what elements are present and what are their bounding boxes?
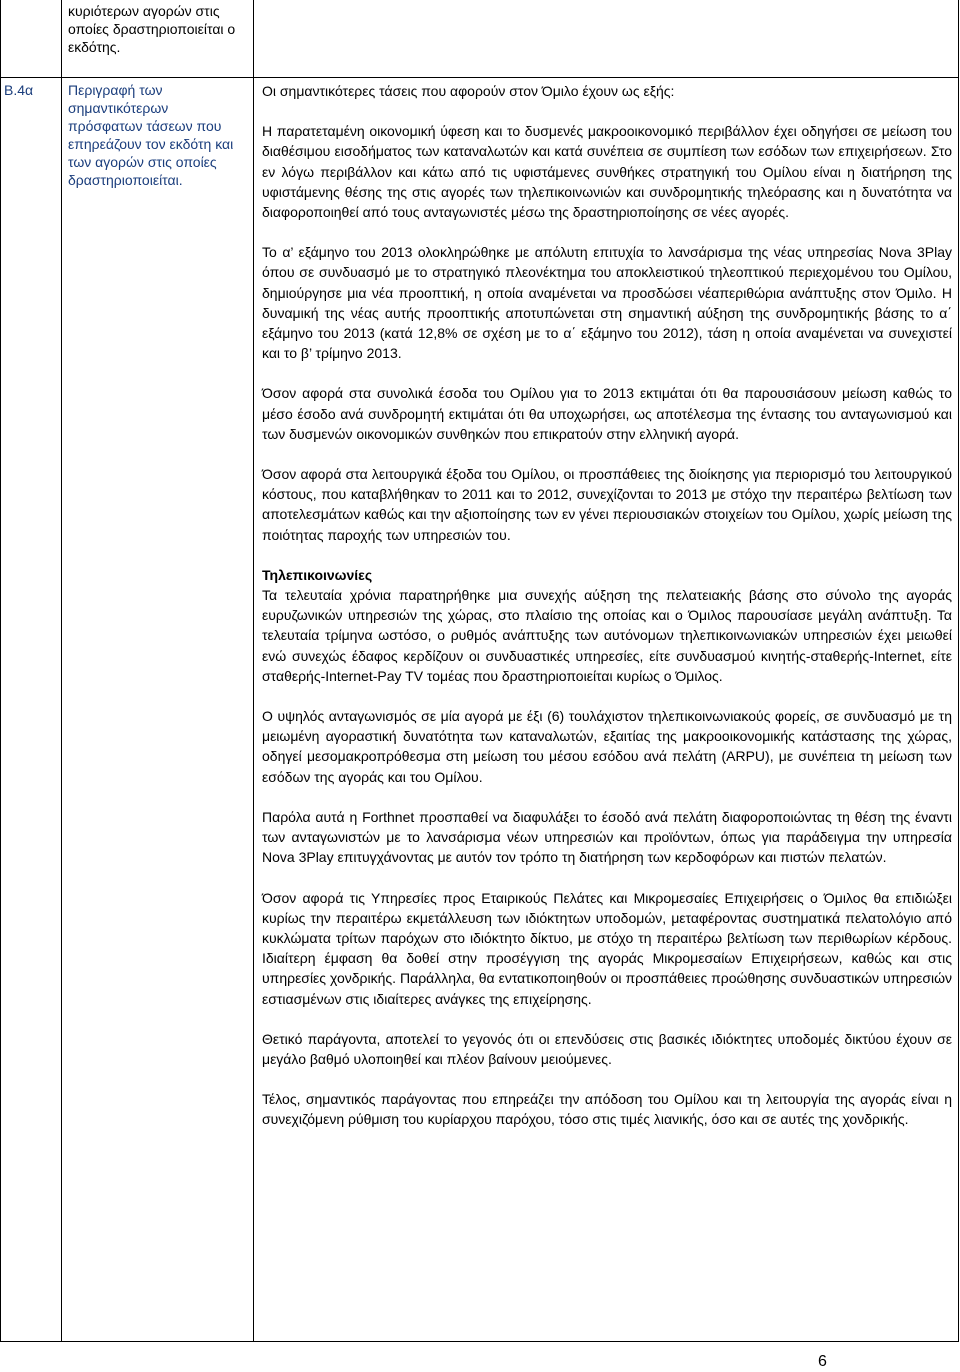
table-border-right <box>958 0 959 1342</box>
paragraph: Όσον αφορά στα λειτουργικά έξοδα του Ομίλου, οι προσπάθειες της διοίκησης για περιορισμό του λειτουργικού κόστους, που καταβλήθηκαν το 2011 και το 2012, συνεχίζονται το 2013 με στόχο την περαιτέρω βελτίωση των αποτελεσμάτων καθώς και την αξιοποίησης των εν γένει περιουσιακών στοιχείων του Ομίλου, χωρίς μείωση της ποιότητας παροχής των υπηρεσιών του. <box>262 466 952 543</box>
prev-row-description: κυριότερων αγορών στις οποίες δραστηριοποιείται ο εκδότης. <box>68 3 236 55</box>
table-divider-1 <box>61 0 62 1342</box>
paragraph: Όσον αφορά τις Υπηρεσίες προς Εταιρικούς Πελάτες και Μικρομεσαίες Επιχειρήσεις ο Όμιλος θα επιδιώξει κυρίως την περαιτέρω εκμετάλλευση των ιδιόκτητων υποδομών, μεταφέροντας συστηματικά πελατολόγιο από κυκλώματα τρίτων παρόχων στο ιδιόκτητο δίκτυο, με στόχο τη περαιτέρω βελτίωση των περιθωρίων κέρδους. Ιδιαίτερη έμφαση θα δοθεί στην προσέγγιση της αγοράς Μικρομεσαίων Επιχειρήσεων, καθώς και στις υπηρεσίες χονδρικής. Παράλληλα, θα εντατικοποιηθούν οι προσπάθειες προώθησης συνδυαστικών υπηρεσιών εστιασμένων στις ιδιαίτερες ανάγκες της επιχείρησης. <box>262 889 952 1007</box>
section-heading: Τηλεπικοινωνίες <box>262 566 373 583</box>
intro-text: Οι σημαντικότερες τάσεις που αφορούν στον Όμιλο έχουν ως εξής: <box>262 83 675 99</box>
row-separator <box>0 77 959 78</box>
paragraph: Η παρατεταμένη οικονομική ύφεση και το δυσμενές μακροοικονομικό περιβάλλον έχει οδηγήσει σε μείωση του διαθέσιμου εισοδήματος των καταναλωτών και κατά συνέπεια σε συμπίεση των εσόδων των επιχειρήσεων. Στο εν λόγω περιβάλλον και κάτω από τις υφιστάμενες συνθήκες στρατηγική του Ομίλου είναι η διατήρηση της υφιστάμενης θέσης της στις αγορές των τηλεπικοινωνιών και συνδρομητικής τηλεόρασης και η δυνατότητα να διαφοροποιηθεί από τους ανταγωνιστές μέσω της δραστηριοποίησης σε νέες αγορές. <box>262 123 952 221</box>
table-divider-2 <box>253 0 254 1342</box>
row-code: Β.4α <box>4 82 34 98</box>
paragraph: Το α’ εξάμηνο του 2013 ολοκληρώθηκε με απόλυτη επιτυχία το λανσάρισμα της νέας υπηρεσίας Nova 3Play όπου σε συνδυασμό με το στρατηγικό πλεονέκτημα του αποκλειστικού τηλεοπτικού περιεχομένου του Ομίλου, δημιούργησε μια νέα προοπτική, η οποία αναμένεται να προσδώσει νέαπεριθώρια ανάπτυξης στον Όμιλο. Η δυναμική της νέας αυτής προοπτικής αποτυπώνεται στη σημαντική αύξηση της συνδρομητικής βάσης το α΄ εξάμηνο του 2013 (κατά 12,8% σε σχέση με το α΄ εξάμηνο του 2012), τάση η οποία αναμένεται να συνεχιστεί και το β’ τρίμηνο 2013. <box>262 244 952 362</box>
paragraph: Ο υψηλός ανταγωνισμός σε μία αγορά με έξι (6) τουλάχιστον τηλεπικοινωνιακούς φορείς, σε συνδυασμό με τη μειωμένη αγοραστική δυνατότητα των καταναλωτών, εξαιτίας της μακροοικονομικής κατάστασης της χώρας, οδηγεί μεσομακροπρόθεσμα στη μείωση του μέσου εσόδου ανά πελάτη (ARPU), με συνέπεια τη μείωση των εσόδων της αγοράς και του Ομίλου. <box>262 708 952 785</box>
table-border-bottom <box>0 1341 959 1342</box>
paragraph: Θετικό παράγοντα, αποτελεί το γεγονός ότι οι επενδύσεις στις βασικές ιδιόκτητες υποδομές δικτύου έχουν σε μεγάλο βαθμό υλοποιηθεί και πλέον βαίνουν μειούμενες. <box>262 1030 952 1067</box>
table-border-left <box>0 0 1 1342</box>
paragraph: Παρόλα αυτά η Forthnet προσπαθεί να διαφυλάξει το έσοδό ανά πελάτη διαφοροποιώντας τη θέση της έναντι των ανταγωνιστών με το λανσάρισμα νέων υπηρεσιών και προϊόντων, όπως για παράδειγμα την υπηρεσία Nova 3Play επιτυγχάνοντας με αυτόν τον τρόπο τη διατήρηση των κερδοφόρων και πιστών πελατών. <box>262 808 952 866</box>
paragraph: Τέλος, σημαντικός παράγοντας που επηρεάζει την απόδοση του Ομίλου και τη λειτουργία της αγοράς είναι η συνεχιζόμενη ρύθμιση του κυρίαρχου παρόχου, τόσο στις τιμές λιανικής, όσο και σε αυτές της χονδρικής. <box>262 1091 952 1128</box>
paragraph: Όσον αφορά στα συνολικά έσοδα του Ομίλου για το 2013 εκτιμάται ότι θα παρουσιάσουν μείωση καθώς το μέσο έσοδο ανά συνδρομητή εκτιμάται ότι θα υποχωρήσει, ως αποτέλεσμα της έντασης του ανταγωνισμού και των δυσμενών οικονομικών συνθηκών που επικρατούν στην ελληνική αγορά. <box>262 385 952 442</box>
row-description: Περιγραφή των σημαντικότερων πρόσφατων τάσεων που επηρεάζουν τον εκδότη και των αγορών στις οποίες δραστηριοποιείται. <box>68 82 234 188</box>
row-content <box>262 81 952 1130</box>
page-number: 6 <box>818 1353 827 1370</box>
paragraph: Τα τελευταία χρόνια παρατηρήθηκε μια συνεχής αύξηση της πελατειακής βάσης στο σύνολο της αγοράς ευρυζωνικών υπηρεσιών της χώρας, στο πλαίσιο της οποίας και ο Όμιλος παρουσίασε μεγάλη ανάπτυξη. Τα τελευταία τρίμηνα ωστόσο, ο ρυθμός ανάπτυξης των αυτόνομων τηλεπικοινωνιακών υπηρεσιών έχει μειωθεί ενώ συνεχώς έδαφος κερδίζουν οι συνδυαστικές υπηρεσίες, είτε συνδυασμού κινητής-σταθερής-Internet, είτε σταθερής-Internet-Pay TV τομέας που δραστηριοποιείται κυρίως ο Όμιλος. <box>262 587 952 684</box>
